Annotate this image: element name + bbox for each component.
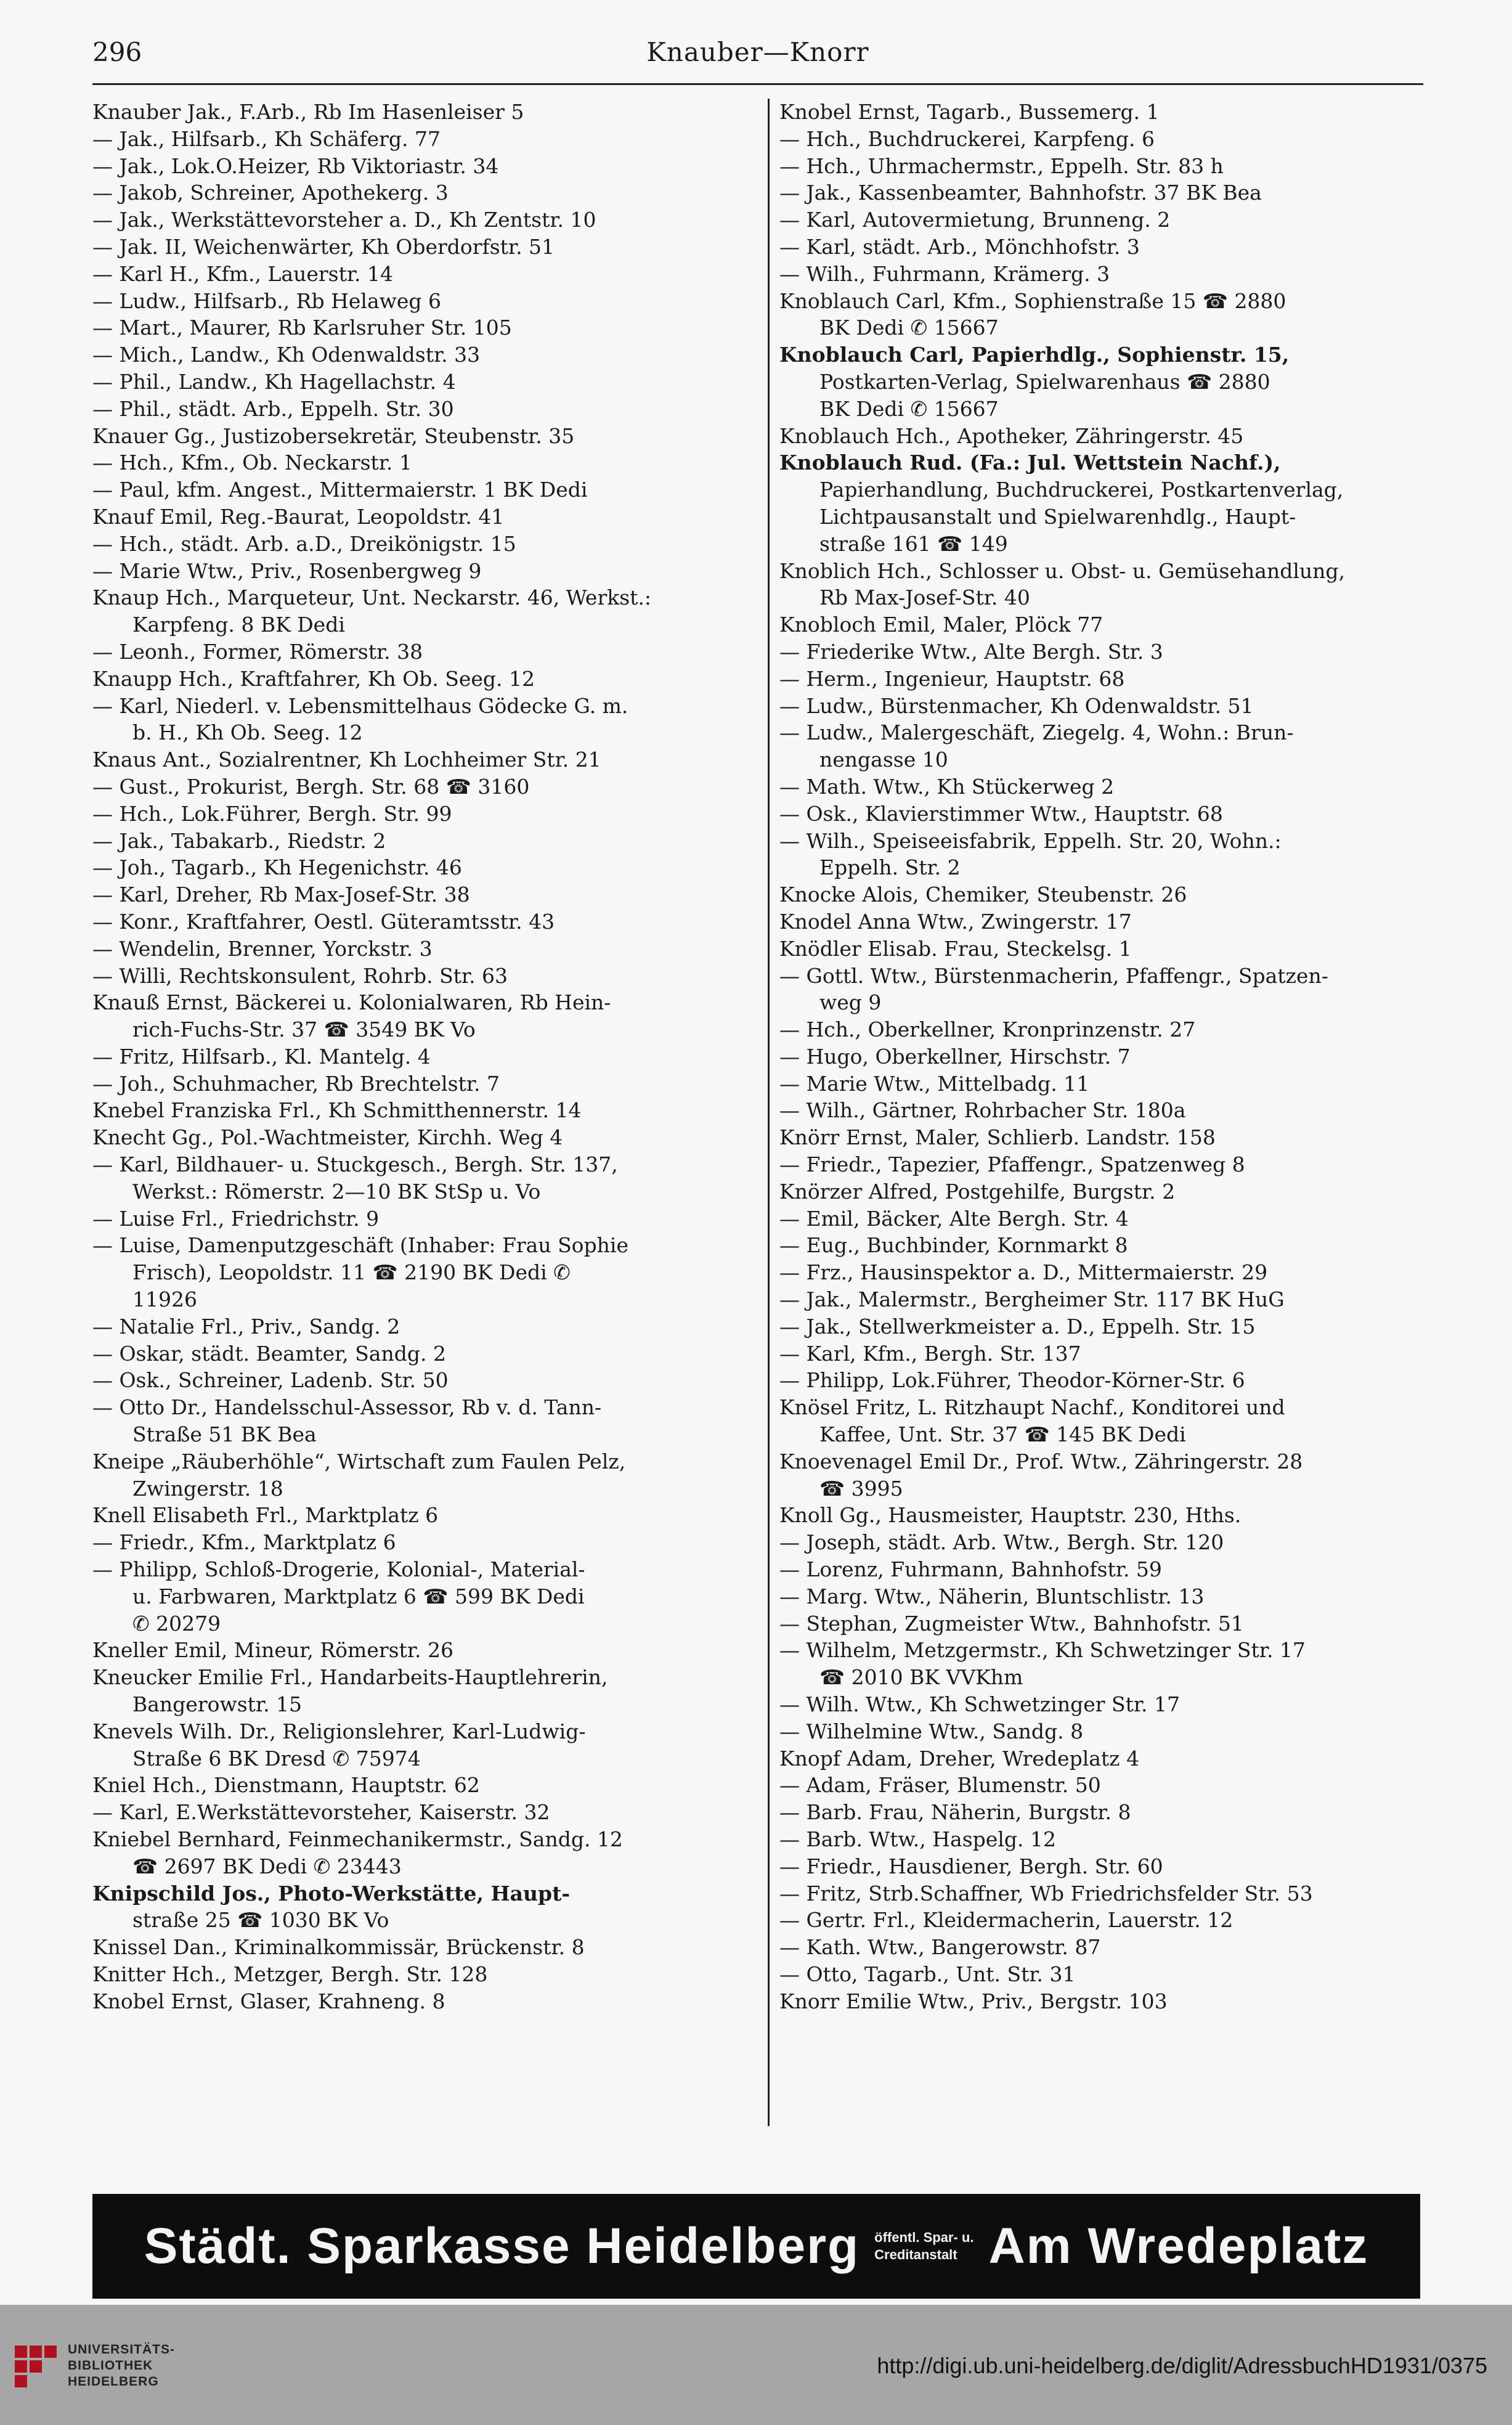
library-name-line1: UNIVERSITÄTS-	[68, 2342, 176, 2357]
directory-entry: Knell Elisabeth Frl., Marktplatz 6	[92, 1503, 439, 1528]
column-divider	[768, 99, 770, 2126]
directory-entry: Knobloch Emil, Maler, Plöck 77	[779, 613, 1104, 637]
directory-entry: Knauf Emil, Reg.-Baurat, Leopoldstr. 41	[92, 504, 505, 529]
directory-entry: — Phil., städt. Arb., Eppelh. Str. 30	[92, 396, 454, 421]
directory-entry: — Karl, städt. Arb., Mönchhofstr. 3	[779, 234, 1140, 259]
directory-entry: — Joh., Schuhmacher, Rb Brechtelstr. 7	[92, 1071, 500, 1096]
directory-entry: — Hch., städt. Arb. a.D., Dreikönigstr. 15	[92, 531, 516, 556]
directory-entry: — Gottl. Wtw., Bürstenmacherin, Pfaffengr., Spatzen-	[779, 963, 1328, 988]
directory-entry: — Karl H., Kfm., Lauerstr. 14	[92, 261, 393, 286]
directory-entry: — Hch., Kfm., Ob. Neckarstr. 1	[92, 450, 412, 475]
directory-entry: — Jak., Hilfsarb., Kh Schäferg. 77	[92, 126, 441, 151]
left-column	[92, 99, 761, 2132]
directory-entry: Knoblauch Carl, Papierhdlg., Sophienstr. 15,	[779, 343, 1290, 367]
directory-entry: Knauß Ernst, Bäckerei u. Kolonialwaren, Rb Hein-	[92, 990, 611, 1015]
directory-entry: — Friedr., Hausdiener, Bergh. Str. 60	[779, 1854, 1163, 1878]
banner-subtitle-line2: Creditanstalt	[874, 2247, 957, 2262]
page-header	[92, 31, 1423, 74]
directory-entry: Knorr Emilie Wtw., Priv., Bergstr. 103	[779, 1989, 1168, 2013]
directory-entry: Knobel Ernst, Glaser, Krahneng. 8	[92, 1989, 445, 2013]
directory-entry: — Otto, Tagarb., Unt. Str. 31	[779, 1962, 1076, 1986]
directory-entry: Knaupp Hch., Kraftfahrer, Kh Ob. Seeg. 12	[92, 666, 535, 691]
directory-entry: — Marg. Wtw., Näherin, Bluntschlistr. 13	[779, 1584, 1205, 1608]
directory-entry-continuation: Werkst.: Römerstr. 2—10 BK StSp u. Vo	[132, 1179, 541, 1204]
directory-entry: Knobel Ernst, Tagarb., Bussemerg. 1	[779, 100, 1160, 124]
directory-entry: Kniel Hch., Dienstmann, Hauptstr. 62	[92, 1773, 480, 1798]
directory-entry: — Stephan, Zugmeister Wtw., Bahnhofstr. 51	[779, 1611, 1244, 1636]
directory-entry: — Jakob, Schreiner, Apothekerg. 3	[92, 181, 449, 205]
viewer-footer	[0, 2305, 1512, 2425]
directory-entry: — Wilh., Fuhrmann, Krämerg. 3	[779, 261, 1110, 286]
directory-entry: Knauber Jak., F.Arb., Rb Im Hasenleiser 5	[92, 100, 524, 124]
directory-entry: Knösel Fritz, L. Ritzhaupt Nachf., Konditorei und	[779, 1395, 1285, 1420]
directory-entry: — Otto Dr., Handelsschul-Assessor, Rb v. d. Tann-	[92, 1395, 602, 1420]
directory-entry: — Hch., Lok.Führer, Bergh. Str. 99	[92, 801, 452, 826]
banner-subtitle-line1: öffentl. Spar- u.	[874, 2230, 974, 2245]
directory-entry: Knecht Gg., Pol.-Wachtmeister, Kirchh. Weg 4	[92, 1125, 563, 1150]
directory-entry: Kniebel Bernhard, Feinmechanikermstr., Sandg. 12	[92, 1827, 623, 1851]
directory-entry: — Willi, Rechtskonsulent, Rohrb. Str. 63	[92, 963, 508, 988]
directory-entry: — Joh., Tagarb., Kh Hegenichstr. 46	[92, 855, 462, 880]
directory-entry: — Gertr. Frl., Kleidermacherin, Lauerstr. 12	[779, 1908, 1234, 1933]
directory-entry: Knoblauch Rud. (Fa.: Jul. Wettstein Nachf.),	[779, 450, 1281, 475]
directory-entry-continuation: BK Dedi ✆ 15667	[819, 396, 999, 421]
directory-entry: — Lorenz, Fuhrmann, Bahnhofstr. 59	[779, 1557, 1162, 1582]
directory-entry: Knipschild Jos., Photo-Werkstätte, Haupt-	[92, 1881, 571, 1905]
directory-entry: Knevels Wilh. Dr., Religionslehrer, Karl-Ludwig-	[92, 1719, 586, 1743]
directory-entry: Knodel Anna Wtw., Zwingerstr. 17	[779, 909, 1132, 934]
directory-entry-continuation: straße 161 ☎ 149	[819, 531, 1008, 556]
directory-entry-continuation: rich-Fuchs-Str. 37 ☎ 3549 BK Vo	[132, 1017, 476, 1042]
directory-entry: — Friedr., Kfm., Marktplatz 6	[92, 1530, 396, 1555]
right-column	[779, 99, 1426, 2132]
directory-entry-continuation: ☎ 3995	[819, 1476, 903, 1501]
directory-entry: — Joseph, städt. Arb. Wtw., Bergh. Str. 120	[779, 1530, 1224, 1555]
header-rule	[92, 83, 1423, 85]
directory-entry: — Phil., Landw., Kh Hagellachstr. 4	[92, 369, 456, 394]
directory-entry: Knoblauch Hch., Apotheker, Zähringerstr. 45	[779, 423, 1244, 448]
directory-entry: — Karl, Kfm., Bergh. Str. 137	[779, 1341, 1081, 1366]
directory-entry: Knauer Gg., Justizobersekretär, Steubenstr. 35	[92, 423, 575, 448]
directory-entry: — Ludw., Bürstenmacher, Kh Odenwaldstr. 51	[779, 693, 1254, 718]
directory-entry: — Frz., Hausinspektor a. D., Mittermaierstr. 29	[779, 1260, 1268, 1285]
directory-entry-continuation: Lichtpausanstalt und Spielwarenhdlg., Haupt-	[819, 504, 1296, 529]
directory-entry: — Natalie Frl., Priv., Sandg. 2	[92, 1314, 400, 1339]
directory-entry-continuation: Frisch), Leopoldstr. 11 ☎ 2190 BK Dedi ✆	[132, 1260, 571, 1285]
directory-entry-continuation: Kaffee, Unt. Str. 37 ☎ 145 BK Dedi	[819, 1422, 1186, 1447]
directory-entry: Knitter Hch., Metzger, Bergh. Str. 128	[92, 1962, 488, 1986]
directory-entry: — Jak., Kassenbeamter, Bahnhofstr. 37 BK Bea	[779, 181, 1262, 205]
directory-entry: — Wilh., Gärtner, Rohrbacher Str. 180a	[779, 1098, 1186, 1123]
directory-entry: — Hch., Uhrmachermstr., Eppelh. Str. 83 h	[779, 153, 1224, 178]
directory-entry: — Barb. Wtw., Haspelg. 12	[779, 1827, 1056, 1851]
directory-entry: — Wilhelm, Metzgermstr., Kh Schwetzinger Str. 17	[779, 1638, 1306, 1663]
directory-entry: — Mart., Maurer, Rb Karlsruher Str. 105	[92, 316, 512, 340]
directory-entry: — Gust., Prokurist, Bergh. Str. 68 ☎ 3160	[92, 774, 530, 799]
directory-entry: — Karl, Niederl. v. Lebensmittelhaus Gödecke G. m.	[92, 693, 628, 718]
directory-entry-continuation: weg 9	[819, 990, 882, 1015]
banner-subtitle	[874, 2229, 973, 2264]
library-name-line2: BIBLIOTHEK	[68, 2358, 153, 2373]
directory-entry: — Marie Wtw., Mittelbadg. 11	[779, 1071, 1090, 1096]
directory-entry: Knoblauch Carl, Kfm., Sophienstraße 15 ☎ 2880	[779, 288, 1286, 313]
directory-entry-continuation: Rb Max-Josef-Str. 40	[819, 585, 1030, 610]
directory-entry: — Ludw., Malergeschäft, Ziegelg. 4, Wohn.: Brun-	[779, 720, 1294, 745]
directory-entry: — Wendelin, Brenner, Yorckstr. 3	[92, 936, 433, 961]
running-head: Knauber—Knorr	[646, 37, 869, 67]
directory-entry: Knocke Alois, Chemiker, Steubenstr. 26	[779, 882, 1187, 907]
directory-entry-continuation: 11926	[132, 1287, 197, 1312]
directory-entry: — Jak., Stellwerkmeister a. D., Eppelh. Str. 15	[779, 1314, 1256, 1339]
directory-entry: — Friedr., Tapezier, Pfaffengr., Spatzenweg 8	[779, 1152, 1245, 1177]
directory-entry: — Eug., Buchbinder, Kornmarkt 8	[779, 1233, 1128, 1258]
directory-entry: Knaup Hch., Marqueteur, Unt. Neckarstr. 46, Werkst.:	[92, 585, 652, 610]
directory-entry: — Hugo, Oberkellner, Hirschstr. 7	[779, 1044, 1131, 1069]
directory-entry: — Mich., Landw., Kh Odenwaldstr. 33	[92, 343, 481, 367]
directory-entry-continuation: ☎ 2010 BK VVKhm	[819, 1665, 1023, 1690]
directory-entry: Kneller Emil, Mineur, Römerstr. 26	[92, 1638, 453, 1663]
directory-entry-continuation: Straße 6 BK Dresd ✆ 75974	[132, 1746, 421, 1771]
library-name-line3: HEIDELBERG	[68, 2374, 159, 2389]
directory-entry-continuation: BK Dedi ✆ 15667	[819, 316, 999, 340]
directory-entry: — Jak., Tabakarb., Riedstr. 2	[92, 828, 386, 853]
directory-entry: Knörr Ernst, Maler, Schlierb. Landstr. 158	[779, 1125, 1216, 1150]
directory-entry: — Ludw., Hilfsarb., Rb Helaweg 6	[92, 288, 442, 313]
directory-entry-continuation: ☎ 2697 BK Dedi ✆ 23443	[132, 1854, 402, 1878]
directory-entry-continuation: Bangerowstr. 15	[132, 1692, 303, 1717]
directory-entry: — Jak. II, Weichenwärter, Kh Oberdorfstr. 51	[92, 234, 555, 259]
directory-entry-continuation: straße 25 ☎ 1030 BK Vo	[132, 1908, 389, 1933]
directory-entry: — Philipp, Schloß-Drogerie, Kolonial-, Material-	[92, 1557, 585, 1582]
directory-entry: — Wilhelmine Wtw., Sandg. 8	[779, 1719, 1084, 1743]
directory-entry-continuation: Eppelh. Str. 2	[819, 855, 961, 880]
directory-entry: — Karl, Bildhauer- u. Stuckgesch., Bergh. Str. 137,	[92, 1152, 618, 1177]
advertisement-banner	[92, 2194, 1420, 2299]
directory-entry: — Herm., Ingenieur, Hauptstr. 68	[779, 666, 1125, 691]
permalink-url[interactable]: http://digi.ub.uni-heidelberg.de/diglit/AdressbuchHD1931/0375	[877, 2353, 1487, 2378]
directory-entry: — Adam, Fräser, Blumenstr. 50	[779, 1773, 1101, 1798]
directory-entry: — Karl, Dreher, Rb Max-Josef-Str. 38	[92, 882, 470, 907]
directory-entry: — Osk., Schreiner, Ladenb. Str. 50	[92, 1368, 449, 1393]
directory-entry: Knoblich Hch., Schlosser u. Obst- u. Gemüsehandlung,	[779, 558, 1346, 583]
directory-entry: Knissel Dan., Kriminalkommissär, Brückenstr. 8	[92, 1935, 585, 1960]
page-number: 296	[92, 37, 142, 67]
directory-entry: Knödler Elisab. Frau, Steckelsg. 1	[779, 936, 1132, 961]
directory-entry: — Karl, Autovermietung, Brunneng. 2	[779, 208, 1171, 232]
directory-entry-continuation: Zwingerstr. 18	[132, 1476, 283, 1501]
directory-entry: — Wilh., Speiseeisfabrik, Eppelh. Str. 20, Wohn.:	[779, 828, 1282, 853]
directory-entry: — Hch., Oberkellner, Kronprinzenstr. 27	[779, 1017, 1196, 1042]
directory-entry: — Luise Frl., Friedrichstr. 9	[92, 1206, 380, 1231]
directory-entry: Knörzer Alfred, Postgehilfe, Burgstr. 2	[779, 1179, 1176, 1204]
banner-address: Am Wredeplatz	[988, 2218, 1369, 2274]
directory-entry-continuation: Straße 51 BK Bea	[132, 1422, 317, 1447]
directory-entry: — Leonh., Former, Römerstr. 38	[92, 639, 423, 664]
directory-entry: Knoevenagel Emil Dr., Prof. Wtw., Zähringerstr. 28	[779, 1449, 1303, 1473]
directory-entry-continuation: Papierhandlung, Buchdruckerei, Postkartenverlag,	[819, 478, 1344, 502]
directory-entry: — Wilh. Wtw., Kh Schwetzinger Str. 17	[779, 1692, 1181, 1717]
directory-entry: — Friederike Wtw., Alte Bergh. Str. 3	[779, 639, 1163, 664]
directory-entry-continuation: b. H., Kh Ob. Seeg. 12	[132, 720, 363, 745]
directory-entry-continuation: ✆ 20279	[132, 1611, 221, 1636]
library-name	[68, 2342, 175, 2390]
directory-entry: — Oskar, städt. Beamter, Sandg. 2	[92, 1341, 446, 1366]
directory-entry: Knebel Franziska Frl., Kh Schmitthennerstr. 14	[92, 1098, 582, 1123]
directory-entry: — Karl, E.Werkstättevorsteher, Kaiserstr. 32	[92, 1800, 550, 1825]
directory-entry: Knopf Adam, Dreher, Wredeplatz 4	[779, 1746, 1140, 1771]
directory-entry: — Math. Wtw., Kh Stückerweg 2	[779, 774, 1115, 799]
banner-name: Städt. Sparkasse Heidelberg	[144, 2218, 860, 2274]
directory-entry: — Jak., Werkstättevorsteher a. D., Kh Zentstr. 10	[92, 208, 596, 232]
directory-entry: — Emil, Bäcker, Alte Bergh. Str. 4	[779, 1206, 1129, 1231]
directory-entry-continuation: Karpfeng. 8 BK Dedi	[132, 613, 345, 637]
directory-entry: — Luise, Damenputzgeschäft (Inhaber: Frau Sophie	[92, 1233, 629, 1258]
directory-entry: — Fritz, Strb.Schaffner, Wb Friedrichsfelder Str. 53	[779, 1881, 1313, 1905]
university-logo-icon	[15, 2346, 57, 2389]
directory-entry-continuation: nengasse 10	[819, 748, 948, 772]
directory-entry: Kneucker Emilie Frl., Handarbeits-Hauptlehrerin,	[92, 1665, 608, 1690]
directory-entry: — Jak., Lok.O.Heizer, Rb Viktoriastr. 34	[92, 153, 499, 178]
directory-entry: Knaus Ant., Sozialrentner, Kh Lochheimer Str. 21	[92, 748, 601, 772]
directory-entry: — Marie Wtw., Priv., Rosenbergweg 9	[92, 558, 482, 583]
directory-entry: — Fritz, Hilfsarb., Kl. Mantelg. 4	[92, 1044, 431, 1069]
directory-entry: — Jak., Malermstr., Bergheimer Str. 117 BK HuG	[779, 1287, 1285, 1312]
directory-entry: — Paul, kfm. Angest., Mittermaierstr. 1 BK Dedi	[92, 478, 588, 502]
directory-entry: — Barb. Frau, Näherin, Burgstr. 8	[779, 1800, 1131, 1825]
directory-entry: Kneipe „Räuberhöhle“, Wirtschaft zum Faulen Pelz,	[92, 1449, 626, 1473]
directory-entry-continuation: Postkarten-Verlag, Spielwarenhaus ☎ 2880	[819, 369, 1270, 394]
directory-entry: — Osk., Klavierstimmer Wtw., Hauptstr. 68	[779, 801, 1223, 826]
directory-entry-continuation: u. Farbwaren, Marktplatz 6 ☎ 599 BK Dedi	[132, 1584, 585, 1608]
directory-entry: Knoll Gg., Hausmeister, Hauptstr. 230, Hths.	[779, 1503, 1242, 1528]
directory-entry: — Konr., Kraftfahrer, Oestl. Güteramtsstr. 43	[92, 909, 555, 934]
directory-entry: — Philipp, Lok.Führer, Theodor-Körner-Str. 6	[779, 1368, 1245, 1393]
directory-entry: — Kath. Wtw., Bangerowstr. 87	[779, 1935, 1101, 1960]
directory-entry: — Hch., Buchdruckerei, Karpfeng. 6	[779, 126, 1155, 151]
